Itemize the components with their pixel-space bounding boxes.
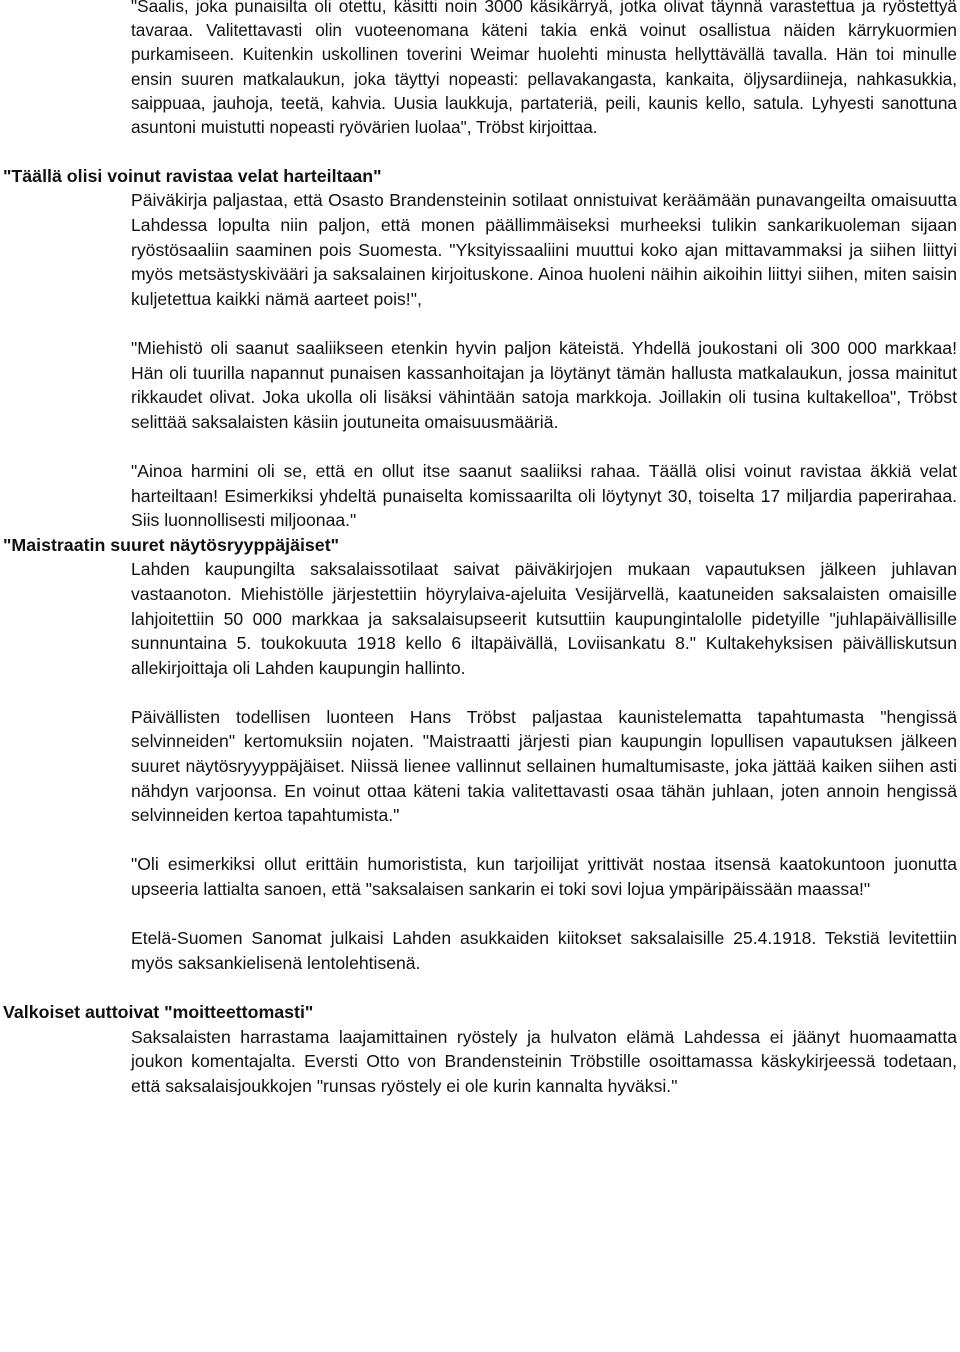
section-maistraatti-paragraph-1: Lahden kaupungilta saksalaissotilaat saivat päiväkirjojen mukaan vapautuksen jälkeen juhlavan vastaanoton. Miehistölle järjestettiin höyrylaiva-ajeluita Vesijärvellä, kaatuneiden saksalaisten omaisille lahjoitettiin 50 000 markkaa ja saksalaisupseerit kutsuttiin kaupungintalolle pidetyille "juhlapäivällisille sunnuntaina 5. toukokuuta 1918 kello 6 iltapäivällä, Loviisankatu 8." Kultakehyksisen päivälliskutsun allekirjoittaja oli Lahden kaupungin hallinto. — [131, 559, 957, 678]
paragraph-gap — [0, 434, 960, 459]
intro-paragraph: "Saalis, joka punaisilta oli otettu, käsitti noin 3000 käsikärryä, jotka olivat täynnä varastettua ja ryöstettyä tavaraa. Valitettavasti olin vuoteenomana käteni takia enkä voinut osallistua näiden kärrykuormien purkamiseen. Kuitenkin uskollinen toverini Weimar huolehti minusta hellyttävällä tavalla. Hän toi minulle ensin suuren matkalaukun, joka täyttyi nopeasti: pellavakangasta, kankaita, öljysardiineja, nahkasukkia, saippuaa, jauhoja, teetä, kahvia. Uusia laukkuja, partateriä, peili, kaunis kello, satula. Lyhyesti sanottuna asuntoni muistutti nopeasti ryövärien luolaa", Tröbst kirjoittaa. — [131, 0, 957, 138]
section-heading-valkoiset: Valkoiset auttoivat "moitteettomasti" — [3, 1002, 314, 1022]
section-velat-paragraph-3: "Ainoa harmini oli se, että en ollut itse saanut saaliiksi rahaa. Täällä olisi voinut ravistaa äkkiä velat harteiltaan! Esimerkiksi yhdeltä punaiselta komissaarilta oli löytynyt 30, toiselta 17 miljardia paperirahaa. Siis luonnollisesti miljoonaa." — [131, 460, 957, 531]
paragraph-gap — [0, 139, 960, 164]
paragraph-gap — [0, 975, 960, 1000]
section-heading-velat: "Täällä olisi voinut ravistaa velat harteiltaan" — [3, 165, 382, 186]
section-maistraatti-paragraph-3: "Oli esimerkiksi ollut erittäin humoristista, kun tarjoilijat yrittivät nostaa itsensä kaatokuntoon juonutta upseeria lattialta sanoen, että "saksalaisen sankarin ei toki sovi lojua ympäripäissään maassa!" — [131, 854, 957, 900]
section-maistraatti-paragraph-2: Päivällisten todellisen luonteen Hans Tröbst paljastaa kaunistelematta tapahtumasta "hengissä selvinneiden" kertomuksiin nojaten. "Maistraatti järjesti pian kaupungin lopullisen vapautuksen jälkeen suuret näytösryyyppäjäiset. Niissä lienee vallinnut sellainen humaltumisaste, joka jättää kaiken siihen asti nähdyn varjoonsa. En voinut ottaa käteni takia valitettavasti osaa tähän juhlaan, joten annoin hengissä selvinneiden kertoa tapahtumista." — [131, 706, 957, 826]
section-velat-paragraph-1: Päiväkirja paljastaa, että Osasto Brandensteinin sotilaat onnistuivat keräämään punavangeilta omaisuutta Lahdessa lopulta niin paljon, että monen päällimmäiseksi murheeksi tulikin sankarikuoleman sijaan ryöstösaaliin saaminen pois Suomesta. "Yksityissaaliini muuttui koko ajan mittavammaksi ja siihen liittyi myös metsästyskivääri ja saksalainen kirjoituskone. Ainoa huoleni näihin aikoihin liittyi siihen, miten saisin kuljetettua kaikki nämä aarteet pois!", — [131, 190, 957, 309]
paragraph-gap — [0, 311, 960, 336]
section-maistraatti-paragraph-4: Etelä-Suomen Sanomat julkaisi Lahden asukkaiden kiitokset saksalaisille 25.4.1918. Tekstiä levitettiin myös saksankielisenä lentolehtisenä. — [131, 928, 957, 973]
section-velat-paragraph-2: "Miehistö oli saanut saaliikseen etenkin hyvin paljon käteistä. Yhdellä joukostani oli 300 000 markkaa! Hän oli tuurilla napannut punaisen kassanhoitajan ja löytänyt tämän hallusta matkalaukun, jossa mainitut rikkaudet olivat. Joka ukolla oli lisäksi vähintään satoja markkoja. Joillakin oli tusina kultakelloa", Tröbst selittää saksalaisten käsiin joutuneita omaisuusmääriä. — [131, 337, 957, 432]
paragraph-gap — [0, 902, 960, 927]
section-heading-maistraatti: "Maistraatin suuret näytösryyppäjäiset" — [3, 534, 340, 555]
paragraph-gap — [0, 828, 960, 853]
section-valkoiset-paragraph-1: Saksalaisten harrastama laajamittainen ryöstely ja hulvaton elämä Lahdessa ei jäänyt huomaamatta joukon komentajalta. Eversti Otto von Brandensteinin Tröbstille osoittamassa käskykirjeessä todetaan, että saksalaisjoukkojen "runsas ryöstely ei ole kurin kannalta hyväksi." — [131, 1026, 957, 1096]
paragraph-gap — [0, 680, 960, 705]
